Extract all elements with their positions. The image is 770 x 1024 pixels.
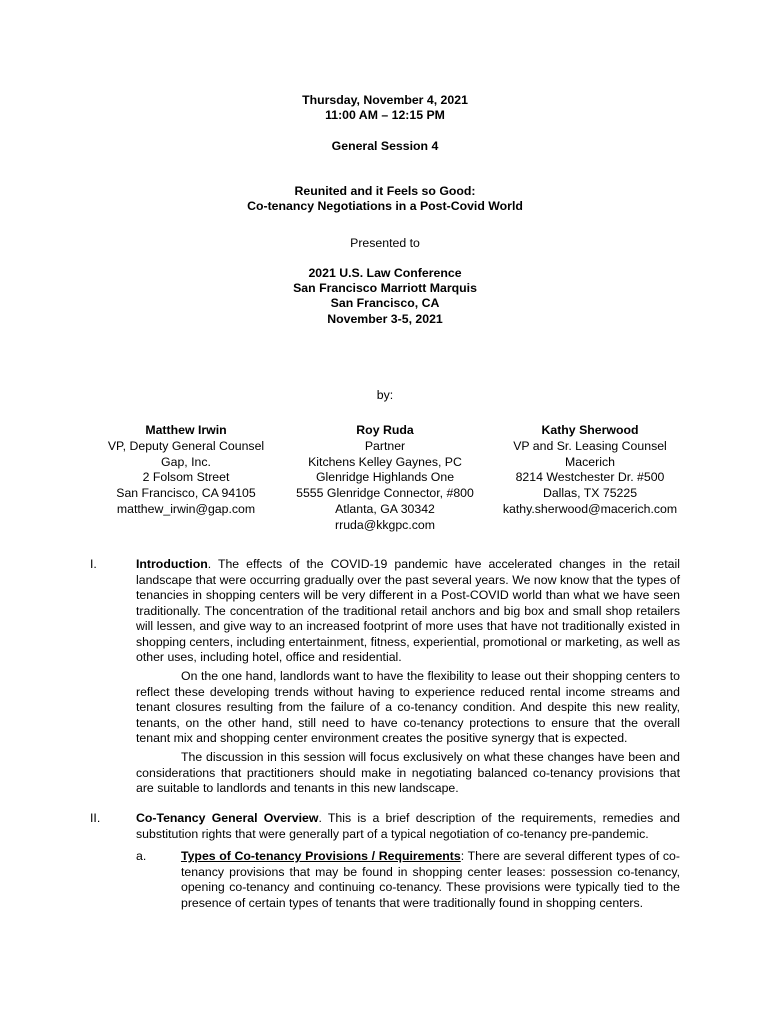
title-line-2: Co-tenancy Negotiations in a Post-Covid World: [247, 199, 523, 214]
section-heading: Introduction: [136, 557, 208, 571]
subsection-text: : There are several different types of co-tenancy provisions that may be found in shopping center leases: possession co-tenancy, opening co-tenancy and continuing co-tenancy. These provisions were typically tied to the presence of certain types of tenants that were traditionally found in shopping centers.: [181, 849, 680, 910]
speaker-city: Atlanta, GA 30342: [335, 501, 435, 516]
conference-name: 2021 U.S. Law Conference: [308, 266, 462, 280]
speaker-block: [96, 423, 276, 518]
speaker-email: kathy.sherwood@macerich.com: [502, 501, 678, 516]
speaker-name: Matthew Irwin: [145, 423, 227, 437]
speaker-address: 2 Folsom Street: [142, 470, 230, 485]
section-text: . The effects of the COVID-19 pandemic have accelerated changes in the retail landscape that were occurring gradually over the past several years. We now know that the types of tenancies in shopping centers will be very different in a Post-COVID world than what we have seen traditionally. The concentration of the traditional retail anchors and big box and small shop retailers will lessen, and give way to an increased footprint of more uses that have not traditionally existed in shopping centers, including entertainment, fitness, experiential, promotional or marketing, as well as other uses, including hotel, office and residential.: [136, 557, 680, 664]
speaker-name: Roy Ruda: [356, 423, 414, 437]
speaker-company: Gap, Inc.: [161, 454, 211, 469]
speaker-block: [290, 423, 480, 534]
speaker-city: San Francisco, CA 94105: [116, 486, 256, 501]
speaker-title: VP and Sr. Leasing Counsel: [513, 438, 667, 453]
section-number: II.: [90, 811, 101, 825]
body-paragraph: On the one hand, landlords want to have the flexibility to lease out their shopping centers to reflect these developing trends without having to experience reduced rental income streams and tenant closures resulting from the failure of a co-tenancy condition. And despite this new reality, tenants, on the other hand, still need to have co-tenancy protections to ensure that the overall tenant mix and shopping center environment creates the positive synergy that is expected.: [136, 669, 680, 745]
speaker-company: Macerich: [565, 454, 615, 469]
section-paragraph: [136, 557, 680, 666]
speaker-title: Partner: [364, 438, 406, 453]
body-paragraph: The discussion in this session will focus exclusively on what these changes have been and considerations that practitioners should make in negotiating balanced co-tenancy provisions that are suitable to landlords and tenants in this new landscape.: [136, 750, 680, 795]
presented-to: Presented to: [350, 236, 420, 250]
speaker-company: Kitchens Kelley Gaynes, PC: [308, 454, 462, 469]
conference-city: San Francisco, CA: [330, 296, 440, 311]
subsection-letter: a.: [136, 849, 147, 863]
speaker-title: VP, Deputy General Counsel: [107, 438, 265, 453]
subsection-heading: Types of Co-tenancy Provisions / Requirements: [181, 849, 461, 863]
speaker-email: rruda@kkgpc.com: [335, 517, 435, 532]
document-title: [0, 184, 770, 214]
conference-venue: San Francisco Marriott Marquis: [293, 281, 477, 296]
speaker-email: matthew_irwin@gap.com: [116, 501, 256, 516]
conference-dates: November 3-5, 2021: [327, 311, 443, 326]
section-heading: Co-Tenancy General Overview: [136, 811, 319, 825]
speaker-address-2: 5555 Glenridge Connector, #800: [296, 486, 474, 501]
session-datetime: [0, 93, 770, 123]
session-time: 11:00 AM – 12:15 PM: [325, 108, 445, 123]
session-label: General Session 4: [331, 139, 439, 153]
session-date: Thursday, November 4, 2021: [302, 93, 468, 107]
speaker-city: Dallas, TX 75225: [542, 486, 638, 501]
section-text: . This is a brief description of the requirements, remedies and substitution rights that were generally part of a typical negotiation of co-tenancy pre-pandemic.: [136, 811, 680, 841]
title-line-1: Reunited and it Feels so Good:: [294, 184, 476, 198]
speaker-name: Kathy Sherwood: [541, 423, 639, 437]
conference-info: [0, 266, 770, 327]
speaker-address: Glenridge Highlands One: [315, 470, 455, 485]
subsection-paragraph: [181, 849, 680, 911]
section-number: I.: [90, 557, 97, 571]
speaker-address: 8214 Westchester Dr. #500: [515, 470, 665, 485]
section-paragraph: [136, 811, 680, 842]
speaker-block: [494, 423, 686, 518]
by-label: by:: [376, 388, 394, 402]
